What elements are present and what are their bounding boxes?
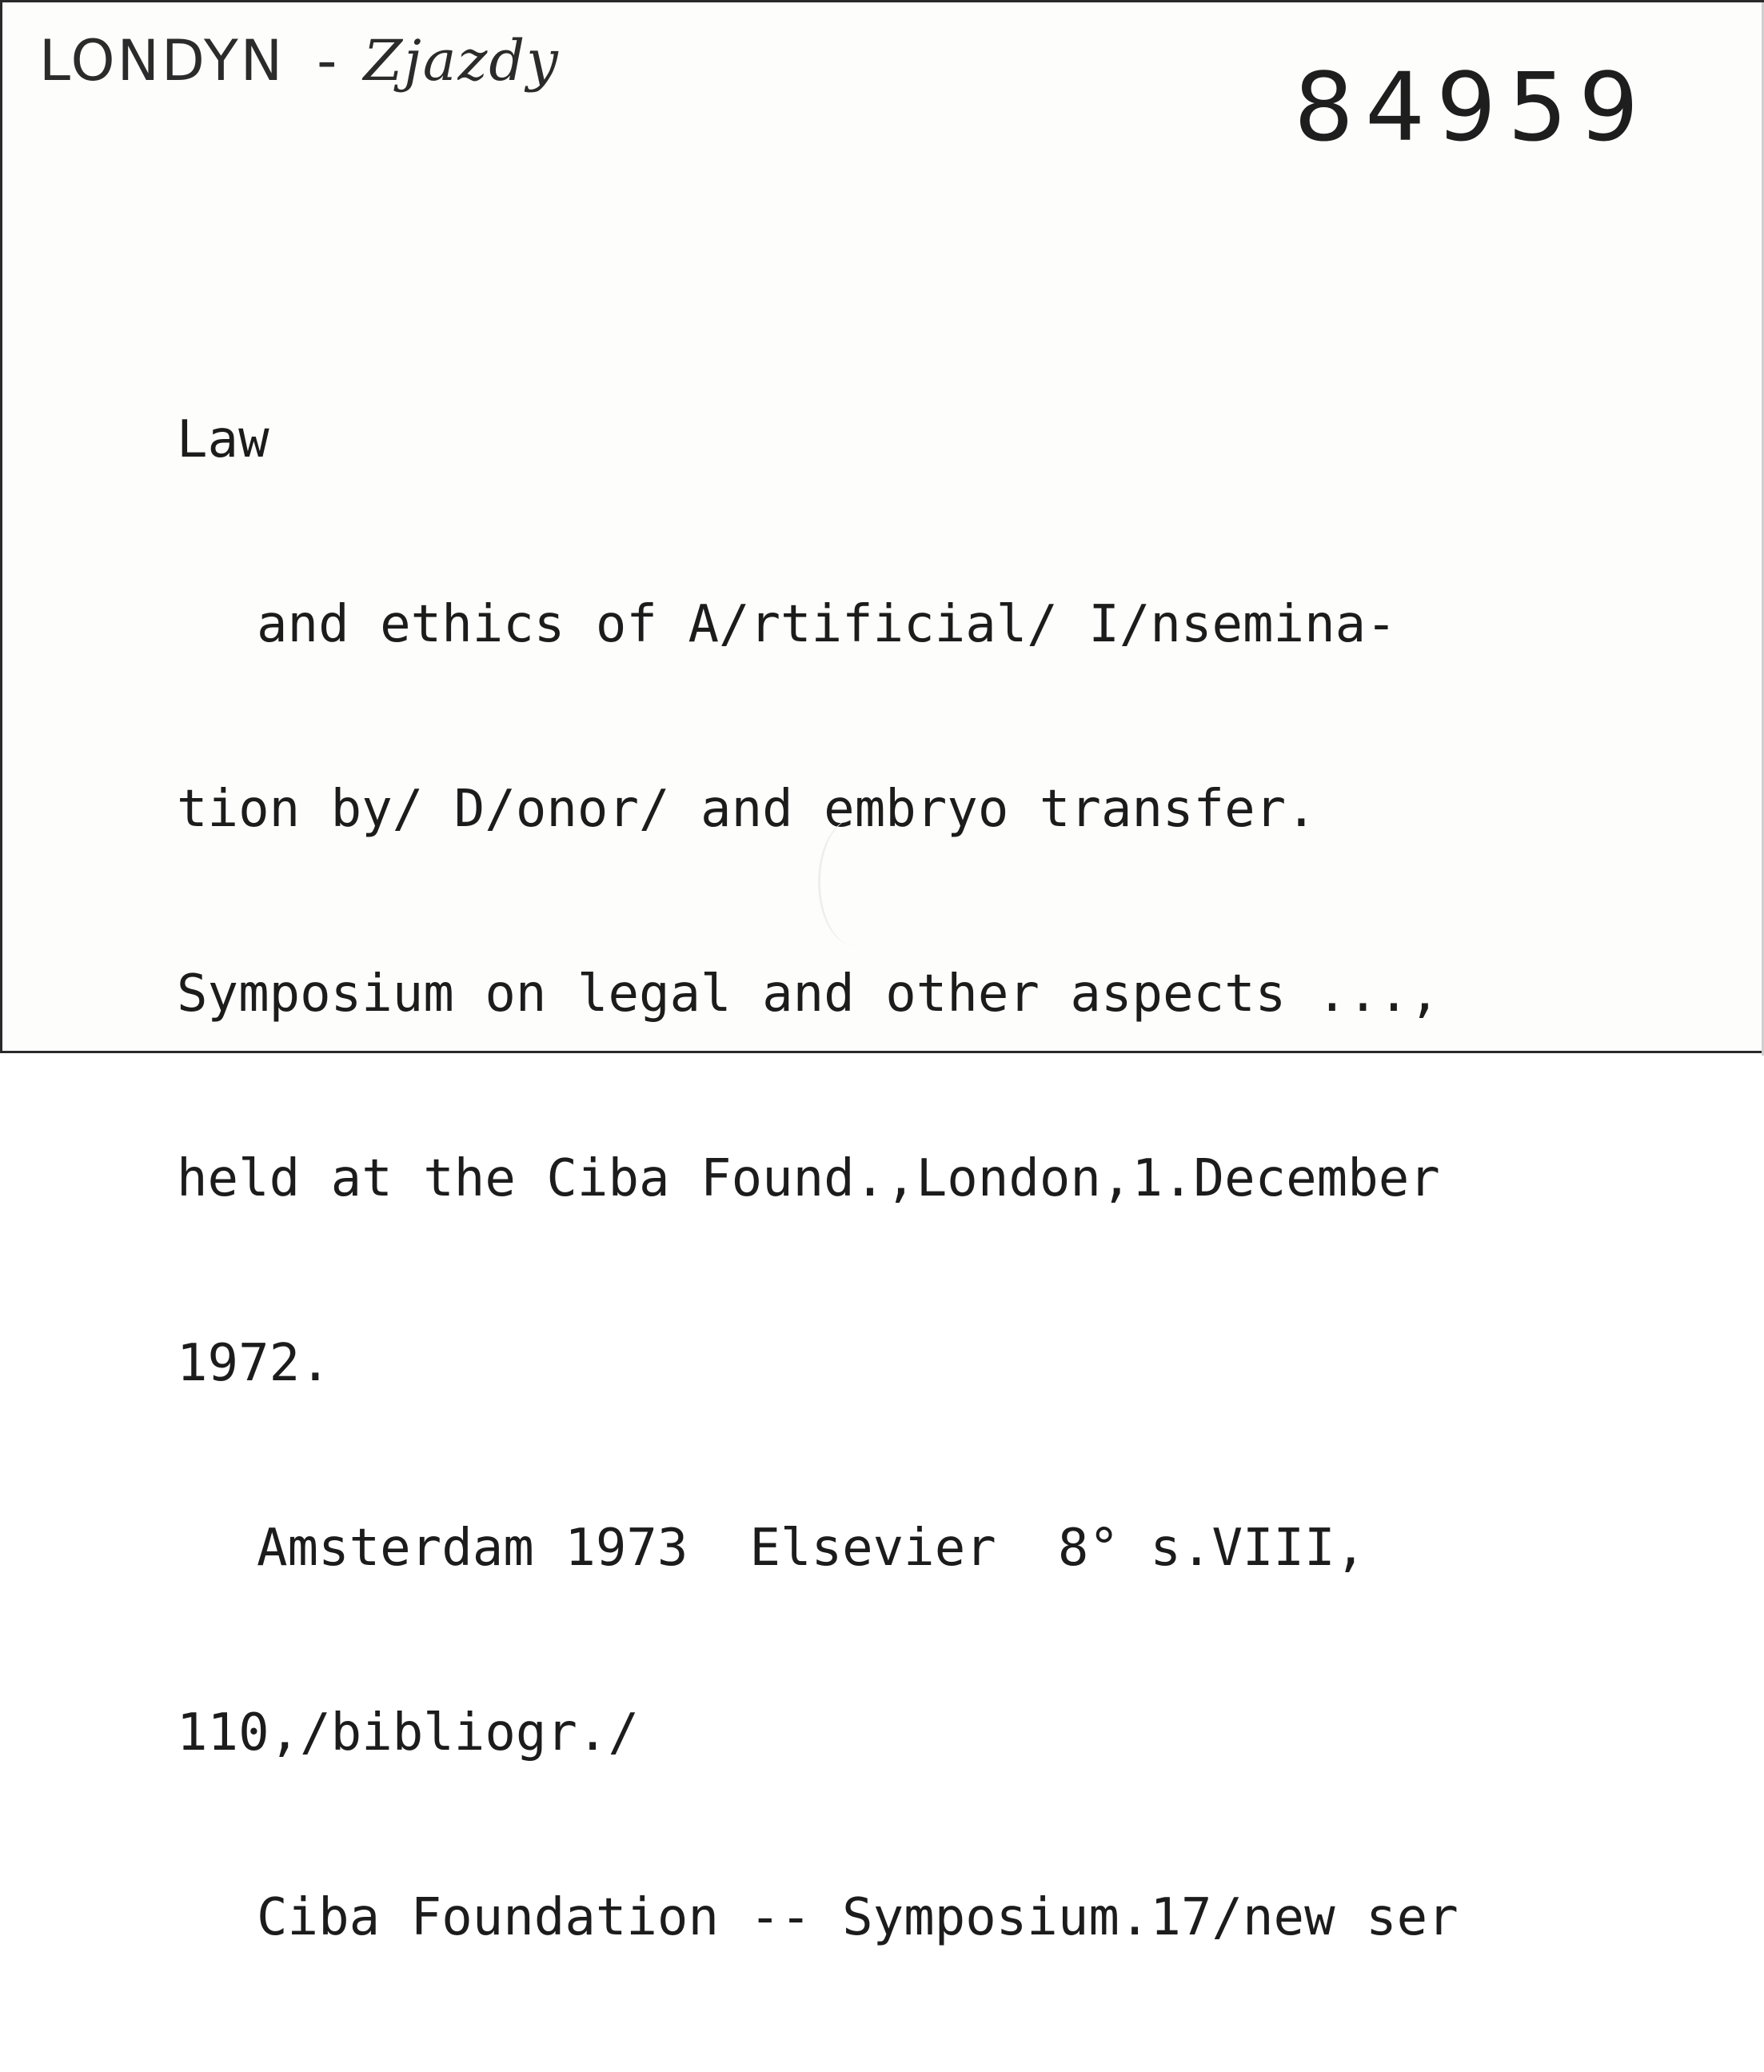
entry-line-year: 1972. bbox=[177, 1334, 331, 1393]
entry-line-venue: held at the Ciba Found.,London,1.December bbox=[177, 1149, 1440, 1208]
entry-line-symposium: Symposium on legal and other aspects ..., bbox=[177, 964, 1440, 1024]
paper-smudge bbox=[818, 818, 892, 946]
entry-line-title-cont: and ethics of A/rtificial/ I/nsemina- bbox=[257, 595, 1397, 654]
heading-separator: - bbox=[317, 28, 340, 94]
bibliographic-entry bbox=[177, 286, 1764, 2072]
entry-line-title-end: tion by/ D/onor/ and embryo transfer. bbox=[177, 780, 1317, 839]
heading-location: LONDYN bbox=[39, 28, 285, 94]
entry-line-pages: 110,/bibliogr./ bbox=[177, 1703, 639, 1763]
card-heading bbox=[39, 28, 560, 94]
entry-line-imprint: Amsterdam 1973 Elsevier 8° s.VIII, bbox=[257, 1519, 1367, 1578]
entry-line-series: Ciba Foundation -- Symposium.17/new ser bbox=[257, 1888, 1459, 1947]
card-number: 84959 bbox=[1294, 52, 1650, 162]
heading-subject: Zjazdy bbox=[363, 28, 560, 94]
entry-line-title: Law bbox=[177, 410, 269, 469]
